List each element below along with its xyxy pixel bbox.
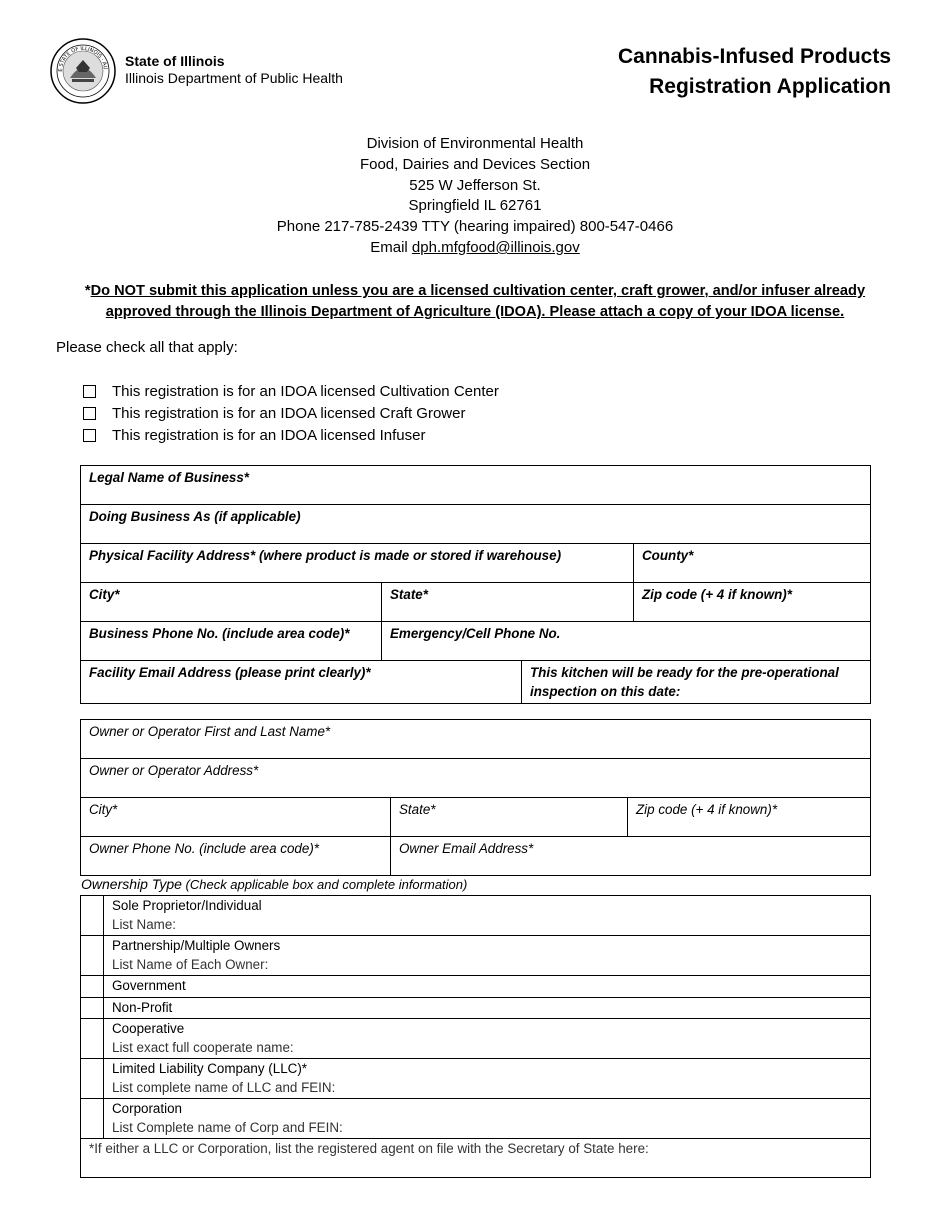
physical-address-field[interactable]: Physical Facility Address* (where product is made or stored if warehouse) <box>81 544 634 583</box>
ownership-checkbox[interactable] <box>81 1059 104 1099</box>
owner-email-field[interactable]: Owner Email Address* <box>391 837 871 876</box>
ownership-checkbox[interactable] <box>81 1019 104 1059</box>
ownership-sublabel: List Complete name of Corp and FEIN: <box>112 1119 343 1135</box>
ownership-label: Partnership/Multiple Owners <box>112 938 281 953</box>
ownership-type-instructions: (Check applicable box and complete information) <box>181 877 468 892</box>
email-prefix: Email <box>370 238 412 256</box>
owner-state-field[interactable]: State* <box>391 798 628 837</box>
ownership-sublabel: List exact full cooperate name: <box>112 1039 294 1055</box>
ownership-label: Corporation <box>112 1101 182 1116</box>
owner-phone-field[interactable]: Owner Phone No. (include area code)* <box>81 837 391 876</box>
checklist-label: This registration is for an IDOA licensed Craft Grower <box>112 404 466 422</box>
registered-agent-row <box>81 1139 871 1178</box>
ownership-label: Cooperative <box>112 1021 185 1036</box>
ownership-sublabel: List Name of Each Owner: <box>112 956 269 972</box>
section-name: Food, Dairies and Devices Section <box>359 155 591 173</box>
checklist-prompt: Please check all that apply: <box>56 339 238 356</box>
ownership-option[interactable] <box>104 976 871 998</box>
title-line-1: Cannabis-Infused Products <box>617 45 891 68</box>
street-address: 525 W Jefferson St. <box>409 176 541 194</box>
checklist-label: This registration is for an IDOA licensed Infuser <box>112 426 426 444</box>
division-name: Division of Environmental Health <box>366 135 584 152</box>
ownership-type-title: Ownership Type <box>81 876 182 892</box>
ownership-label: Sole Proprietor/Individual <box>112 898 262 913</box>
checklist-label: This registration is for an IDOA licensed Cultivation Center <box>112 382 499 400</box>
checkbox-craft-grower[interactable] <box>83 407 96 420</box>
facility-email-field[interactable]: Facility Email Address (please print clearly)* <box>81 661 522 704</box>
ownership-sublabel: List Name: <box>112 916 176 932</box>
owner-name-field[interactable]: Owner or Operator First and Last Name* <box>81 720 871 759</box>
dba-field[interactable]: Doing Business As (if applicable) <box>81 505 871 544</box>
illinois-state-seal <box>50 38 116 104</box>
ownership-type-heading <box>81 876 467 892</box>
emergency-phone-field[interactable]: Emergency/Cell Phone No. <box>382 622 871 661</box>
inspection-date-field[interactable]: This kitchen will be ready for the pre-operational inspection on this date: <box>522 661 871 704</box>
registered-agent-field[interactable]: *If either a LLC or Corporation, list the registered agent on file with the Secretary of State here: <box>81 1139 871 1178</box>
ownership-option[interactable] <box>104 1099 871 1139</box>
ownership-row-non-profit <box>81 997 871 1019</box>
ownership-option[interactable] <box>104 997 871 1019</box>
checklist-item-craft-grower <box>83 402 499 424</box>
owner-city-field[interactable]: City* <box>81 798 391 837</box>
agency-block <box>125 53 343 87</box>
ownership-option[interactable] <box>104 936 871 976</box>
business-state-field[interactable]: State* <box>382 583 634 622</box>
division-address <box>0 134 950 259</box>
ownership-row-llc <box>81 1059 871 1099</box>
ownership-label: Limited Liability Company (LLC)* <box>112 1061 307 1076</box>
ownership-checkbox[interactable] <box>81 936 104 976</box>
business-zip-field[interactable]: Zip code (+ 4 if known)* <box>634 583 871 622</box>
ownership-option[interactable] <box>104 896 871 936</box>
checkbox-cultivation-center[interactable] <box>83 385 96 398</box>
warning-star: * <box>84 283 91 299</box>
phone-line: Phone 217-785-2439 TTY (hearing impaired) 800-547-0466 <box>276 218 674 236</box>
ownership-row-cooperative <box>81 1019 871 1059</box>
ownership-checkbox[interactable] <box>81 976 104 998</box>
ownership-type-table <box>80 895 871 1178</box>
ownership-checkbox[interactable] <box>81 997 104 1019</box>
state-name: State of Illinois <box>125 53 225 69</box>
checklist-item-infuser <box>83 424 499 446</box>
business-city-field[interactable]: City* <box>81 583 382 622</box>
ownership-row-government <box>81 976 871 998</box>
ownership-label: Non-Profit <box>112 999 173 1015</box>
email-line <box>0 238 950 259</box>
email-link[interactable]: dph.mfgfood@illinois.gov <box>411 238 580 256</box>
city-state-zip: Springfield IL 62761 <box>408 197 542 215</box>
business-info-table <box>80 465 871 704</box>
form-title <box>618 42 891 102</box>
checkbox-infuser[interactable] <box>83 429 96 442</box>
license-checklist <box>83 380 499 446</box>
ownership-row-sole-proprietor <box>81 896 871 936</box>
owner-zip-field[interactable]: Zip code (+ 4 if known)* <box>628 798 871 837</box>
warning-text: Do NOT submit this application unless you are a licensed cultivation center, craft grower, and/or infuser already approved through the Illinois Department of Agriculture (IDOA). Please attach a copy of your IDOA license. <box>90 283 866 320</box>
ownership-checkbox[interactable] <box>81 1099 104 1139</box>
ownership-option[interactable] <box>104 1019 871 1059</box>
ownership-checkbox[interactable] <box>81 896 104 936</box>
submission-warning <box>60 281 890 323</box>
ownership-label: Government <box>112 978 186 993</box>
checklist-item-cultivation-center <box>83 380 499 402</box>
title-line-2: Registration Application <box>649 75 891 98</box>
legal-name-field[interactable]: Legal Name of Business* <box>81 466 871 505</box>
county-field[interactable]: County* <box>634 544 871 583</box>
ownership-sublabel: List complete name of LLC and FEIN: <box>112 1079 336 1095</box>
ownership-row-partnership <box>81 936 871 976</box>
ownership-row-corporation <box>81 1099 871 1139</box>
svg-text:SEAL OF THE STATE OF ILLINOIS: E STATE OF ILLINOIS · AU <box>57 45 109 72</box>
owner-info-table <box>80 719 871 876</box>
business-phone-field[interactable]: Business Phone No. (include area code)* <box>81 622 382 661</box>
ownership-option[interactable] <box>104 1059 871 1099</box>
owner-address-field[interactable]: Owner or Operator Address* <box>81 759 871 798</box>
department-name: Illinois Department of Public Health <box>125 70 343 86</box>
